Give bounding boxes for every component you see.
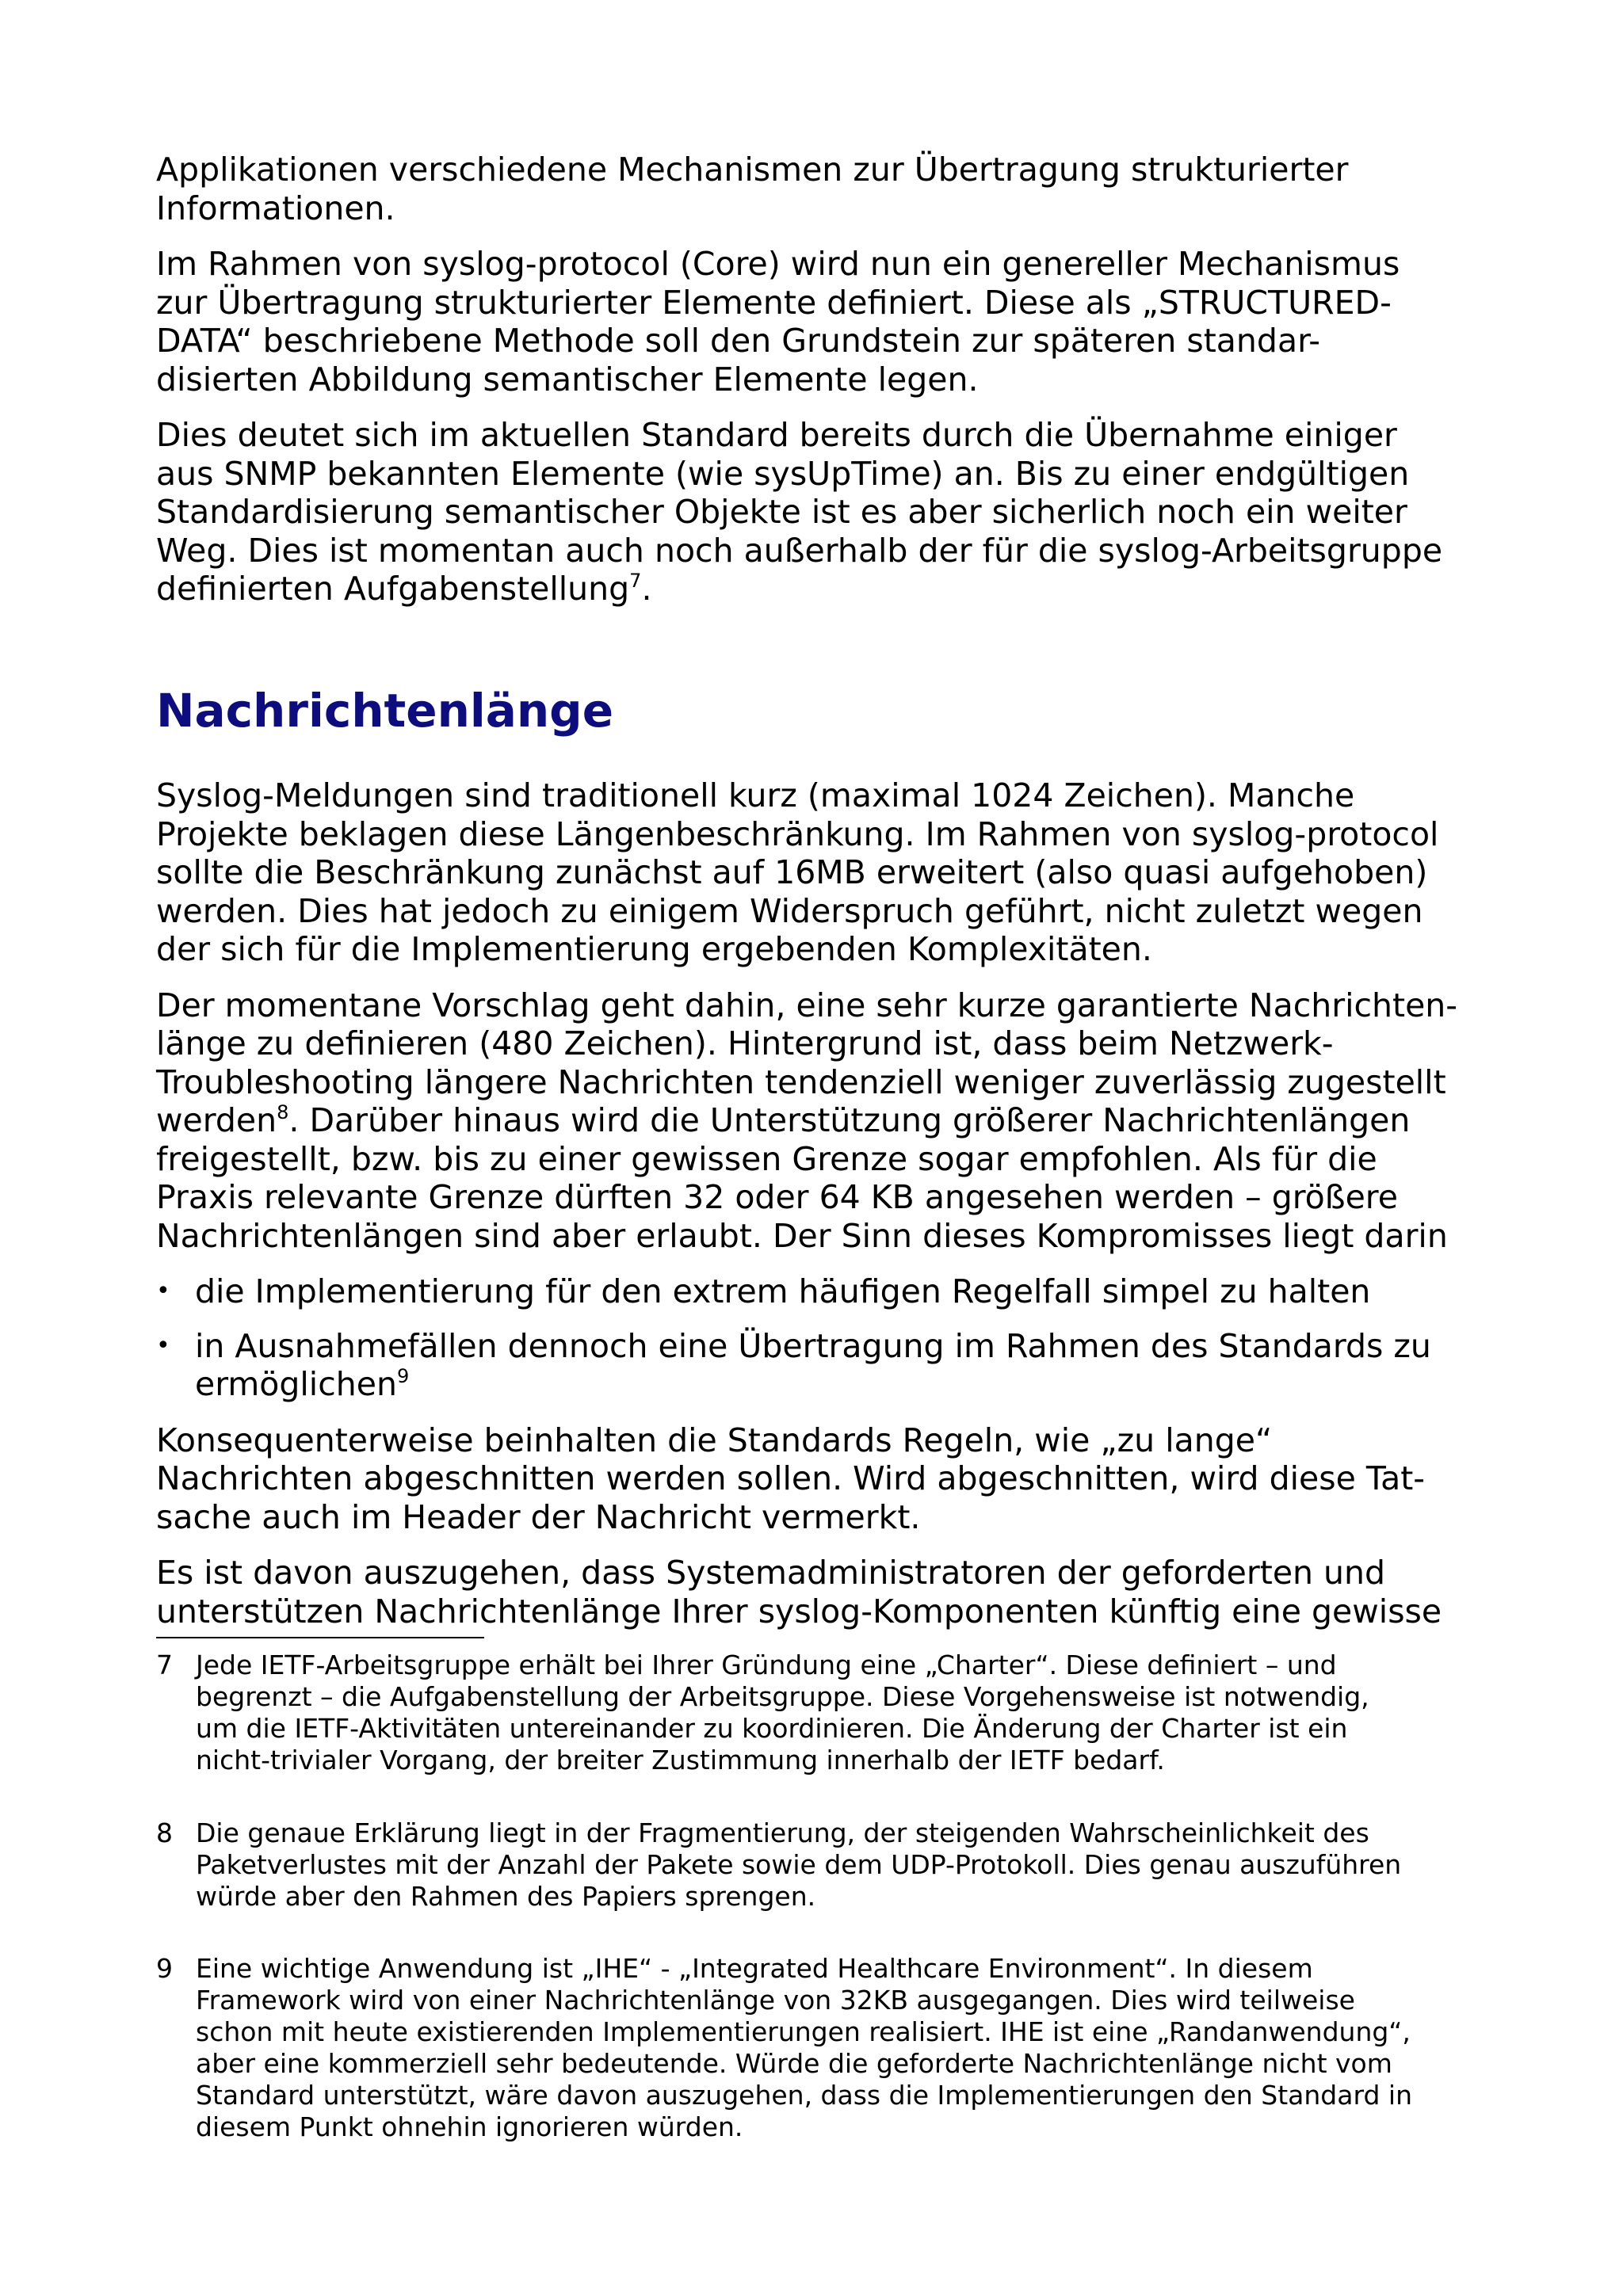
text-line <box>195 1365 1487 1404</box>
text-line: Nachrichten abgeschnitten werden sollen. Wird abgeschnitten, wird diese Tat- <box>156 1459 1426 1497</box>
text-line: Die genaue Erklärung liegt in der Fragmentierung, der steigenden Wahrscheinlichkeit des <box>196 1817 1369 1848</box>
paragraph-intro-3 <box>156 416 1487 608</box>
footnote-ref-9[interactable]: 9 <box>396 1365 410 1387</box>
text-line: aus SNMP bekannten Elemente (wie sysUpTime) an. Bis zu einer endgültigen <box>156 454 1410 493</box>
text-line: nicht-trivialer Vorgang, der breiter Zustimmung innerhalb der IETF bedarf. <box>196 1745 1165 1775</box>
footnote-7 <box>156 1650 1369 1776</box>
paragraph-section-2 <box>156 986 1487 1256</box>
text-fragment: . Darüber hinaus wird die Unterstützung größerer Nachrichtenlängen <box>288 1101 1411 1139</box>
text-fragment: werden <box>156 1101 277 1139</box>
text-line: Troubleshooting längere Nachrichten tendenziell weniger zuverlässig zugestellt <box>156 1062 1446 1101</box>
text-line: Framework wird von einer Nachrichtenlänge von 32KB ausgegangen. Dies wird teilweise <box>196 1985 1355 2016</box>
text-line: Dies deutet sich im aktuellen Standard bereits durch die Übernahme einiger <box>156 416 1397 454</box>
section-body <box>156 776 1487 1648</box>
text-line: um die IETF-Aktivitäten untereinander zu koordinieren. Die Änderung der Charter ist ein <box>196 1713 1348 1744</box>
text-line: Syslog-Meldungen sind traditionell kurz (maximal 1024 Zeichen). Manche <box>156 776 1355 814</box>
paragraph-section-4 <box>156 1554 1487 1630</box>
text-line: Informationen. <box>156 189 395 227</box>
text-fragment: . <box>641 570 652 608</box>
text-line: Es ist davon auszugehen, dass Systemadministratoren der geforderten und <box>156 1554 1386 1592</box>
text-line: Weg. Dies ist momentan auch noch außerhalb der für die syslog-Arbeitsgruppe <box>156 531 1443 570</box>
text-fragment: ermöglichen <box>195 1365 397 1403</box>
section-heading: Nachrichtenlänge <box>156 684 614 738</box>
paragraph-intro-2 <box>156 245 1487 399</box>
text-line: Konsequenterweise beinhalten die Standards Regeln, wie „zu lange“ <box>156 1421 1273 1459</box>
text-line: Praxis relevante Grenze dürften 32 oder 64 KB angesehen werden – größere <box>156 1178 1398 1216</box>
text-line: Standardisierung semantischer Objekte ist es aber sicherlich noch ein weiter <box>156 493 1407 531</box>
footnote-9 <box>156 1953 1412 2143</box>
list-item <box>156 1272 1487 1311</box>
text-line <box>156 1101 1487 1140</box>
footnote-number: 9 <box>156 1953 173 1984</box>
text-line: sache auch im Header der Nachricht vermerkt. <box>156 1497 921 1536</box>
text-line: disierten Abbildung semantischer Elemente legen. <box>156 360 979 399</box>
text-line: unterstützen Nachrichtenlänge Ihrer syslog-Komponenten künftig eine gewisse <box>156 1592 1442 1630</box>
footnote-ref-8[interactable]: 8 <box>277 1101 289 1123</box>
text-line: freigestellt, bzw. bis zu einer gewissen Grenze sogar empfohlen. Als für die <box>156 1139 1377 1178</box>
footnote-number: 7 <box>156 1650 173 1680</box>
text-line: zur Übertragung strukturierter Elemente definiert. Diese als „STRUCTURED- <box>156 283 1392 322</box>
text-fragment: definierten Aufgabenstellung <box>156 570 630 608</box>
text-line: aber eine kommerziell sehr bedeutende. Würde die geforderte Nachrichtenlänge nicht vom <box>196 2048 1392 2079</box>
text-line: Der momentane Vorschlag geht dahin, eine sehr kurze garantierte Nachrichten- <box>156 986 1458 1024</box>
text-line: Applikationen verschiedene Mechanismen zur Übertragung strukturierter <box>156 151 1349 189</box>
text-line: der sich für die Implementierung ergebenden Komplexitäten. <box>156 930 1152 968</box>
text-line: länge zu definieren (480 Zeichen). Hintergrund ist, dass beim Netzwerk- <box>156 1024 1334 1062</box>
text-line: würde aber den Rahmen des Papiers sprengen. <box>196 1881 816 1912</box>
text-line: Standard unterstützt, wäre davon auszugehen, dass die Implementierungen den Standard in <box>196 2080 1412 2111</box>
footnote-divider <box>156 1637 484 1638</box>
text-line: diesem Punkt ohnehin ignorieren würden. <box>196 2111 743 2142</box>
paragraph-intro-1 <box>156 151 1487 227</box>
bullet-icon: • <box>156 1331 170 1360</box>
text-line: Jede IETF-Arbeitsgruppe erhält bei Ihrer Gründung eine „Charter“. Diese definiert – und <box>196 1650 1337 1680</box>
footnote-8 <box>156 1817 1401 1913</box>
text-line: die Implementierung für den extrem häufigen Regelfall simpel zu halten <box>195 1272 1371 1310</box>
document-page <box>156 151 1487 2142</box>
paragraph-section-3 <box>156 1421 1487 1537</box>
text-line: DATA“ beschriebene Methode soll den Grundstein zur späteren standar- <box>156 322 1321 360</box>
paragraph-section-1 <box>156 776 1487 969</box>
text-line: Im Rahmen von syslog-protocol (Core) wird nun ein genereller Mechanismus <box>156 245 1400 283</box>
text-line: Paketverlustes mit der Anzahl der Pakete sowie dem UDP-Protokoll. Dies genau auszuführen <box>196 1849 1402 1880</box>
text-line: schon mit heute existierenden Implementierungen realisiert. IHE ist eine „Randanwendung“, <box>196 2016 1411 2047</box>
text-line: Eine wichtige Anwendung ist „IHE“ - „Integrated Healthcare Environment“. In diesem <box>196 1953 1313 1984</box>
text-line: sollte die Beschränkung zunächst auf 16MB erweitert (also quasi aufgehoben) <box>156 853 1428 891</box>
footnote-number: 8 <box>156 1817 173 1848</box>
text-line: werden. Dies hat jedoch zu einigem Widerspruch geführt, nicht zuletzt wegen <box>156 891 1423 930</box>
text-line: begrenzt – die Aufgabenstellung der Arbeitsgruppe. Diese Vorgehensweise ist notwendig, <box>196 1681 1369 1712</box>
text-line: Projekte beklagen diese Längenbeschränkung. Im Rahmen von syslog-protocol <box>156 814 1439 853</box>
list-item <box>156 1327 1487 1404</box>
footnote-ref-7[interactable]: 7 <box>629 570 642 592</box>
bullet-icon: • <box>156 1277 170 1305</box>
text-line: Nachrichtenlängen sind aber erlaubt. Der Sinn dieses Kompromisses liegt darin <box>156 1216 1448 1255</box>
bullet-list <box>156 1272 1487 1404</box>
text-line: in Ausnahmefällen dennoch eine Übertragung im Rahmen des Standards zu <box>195 1326 1431 1365</box>
text-line <box>156 570 1487 608</box>
intro-section <box>156 151 1487 608</box>
